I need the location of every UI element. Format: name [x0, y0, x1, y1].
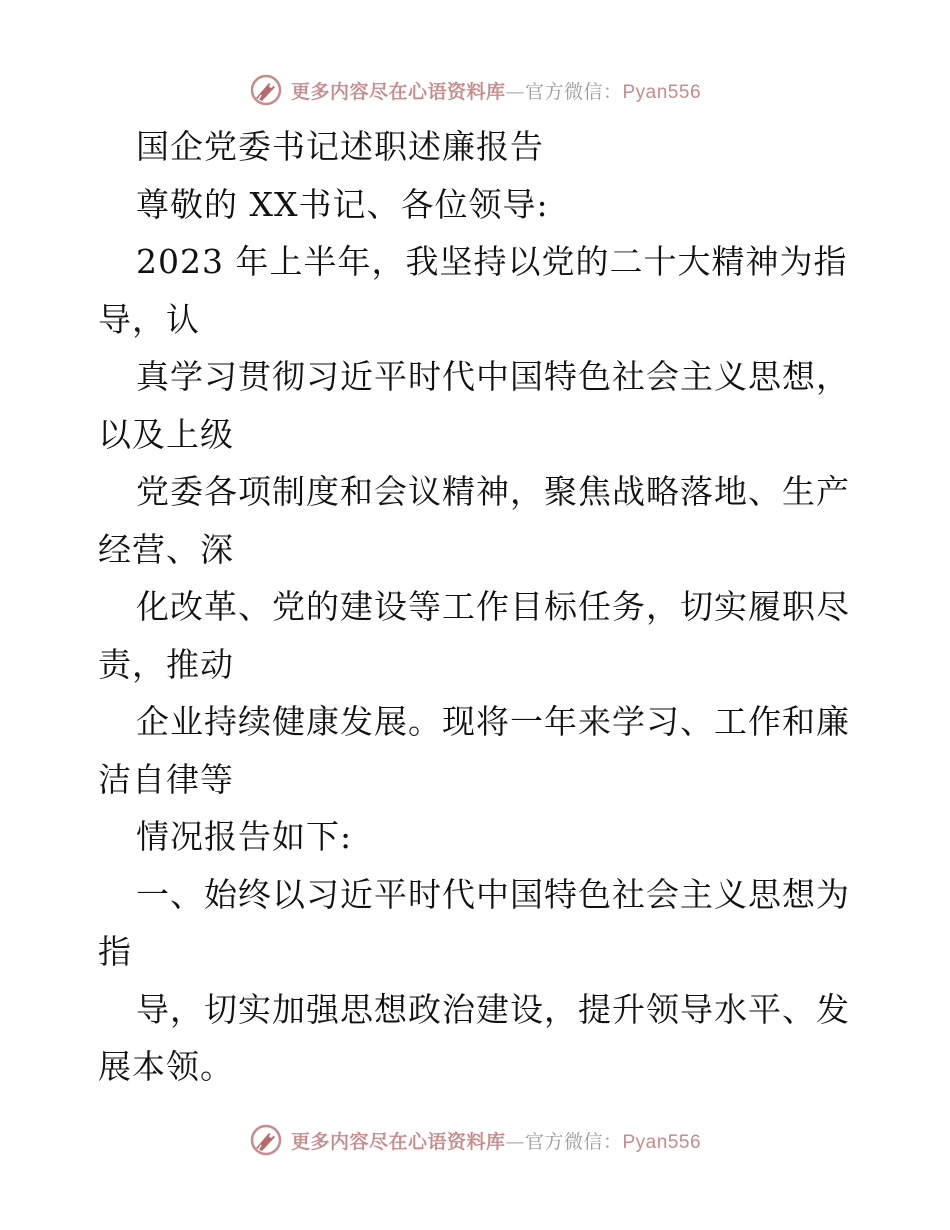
- watermark-separator: —: [505, 1130, 525, 1153]
- paragraph-line: 2023 年上半年，我坚持以党的二十大精神为指: [136, 242, 848, 281]
- watermark-wechat-id: Pyan556: [622, 1131, 702, 1153]
- watermark-label: 官方微信：: [524, 1130, 623, 1153]
- paragraph-line: 洁自律等: [98, 759, 234, 799]
- paragraph-line: 真学习贯彻习近平时代中国特色社会主义思想，: [136, 357, 850, 396]
- paragraph-line: 化改革、党的建设等工作目标任务，切实履职尽: [136, 587, 850, 626]
- watermark-brand: 更多内容尽在心语资料库: [290, 80, 506, 103]
- watermark-label: 官方微信：: [524, 80, 623, 103]
- paragraph-line: 责，推动: [98, 644, 234, 684]
- salutation: 尊敬的 XX书记、各位领导:: [136, 184, 549, 224]
- section-heading-line: 指: [98, 932, 132, 971]
- paragraph-line: 党委各项制度和会议精神，聚焦战略落地、生产: [136, 472, 850, 511]
- watermark-separator: —: [505, 80, 525, 103]
- paragraph-line: 导，认: [98, 299, 200, 339]
- document-title: 国企党委书记述职述廉报告: [136, 127, 544, 166]
- paragraph-line: 以及上级: [98, 414, 234, 454]
- paragraph-line: 情况报告如下:: [136, 817, 353, 856]
- paragraph-line: 企业持续健康发展。现将一年来学习、工作和廉: [136, 702, 850, 741]
- document-body: [98, 118, 858, 1096]
- header-watermark: [0, 70, 950, 110]
- section-heading-line: 一、始终以习近平时代中国特色社会主义思想为: [136, 874, 850, 914]
- pen-nib-logo-icon: [249, 1123, 283, 1157]
- paragraph-line: 经营、深: [98, 529, 234, 569]
- paragraph-line: 导，切实加强思想政治建设，提升领导水平、发: [136, 989, 850, 1029]
- watermark-brand: 更多内容尽在心语资料库: [290, 1130, 506, 1153]
- watermark-wechat-id: Pyan556: [622, 81, 702, 103]
- paragraph-line: 展本领。: [98, 1047, 234, 1086]
- footer-watermark: [0, 1120, 950, 1160]
- pen-nib-logo-icon: [249, 73, 283, 107]
